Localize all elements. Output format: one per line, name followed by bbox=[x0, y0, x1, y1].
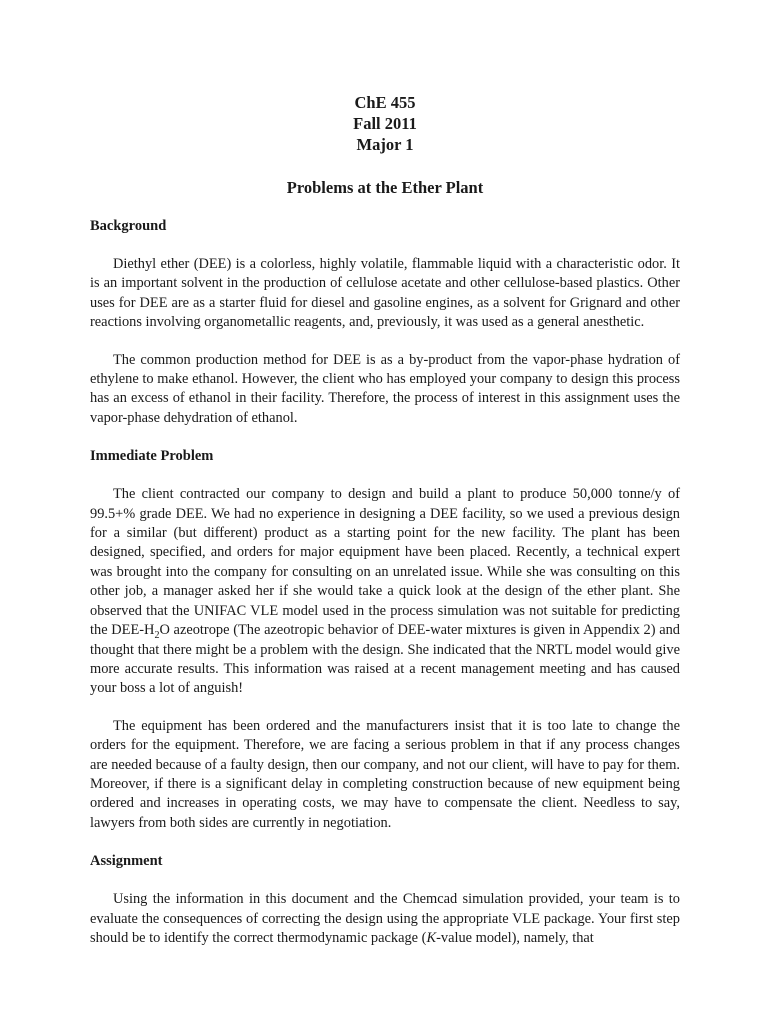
assignment-number: Major 1 bbox=[356, 135, 414, 154]
document-page bbox=[90, 92, 680, 966]
document-title: Problems at the Ether Plant bbox=[286, 178, 484, 197]
k-value-italic: K bbox=[426, 929, 437, 946]
section-heading-immediate-problem: Immediate Problem bbox=[90, 448, 214, 465]
background-paragraph-1: Diethyl ether (DEE) is a colorless, highly volatile, flammable liquid with a characteristic odor. It is an important solvent in the production of cellulose acetate and other cellulose-based plastics. Other uses for DEE are as a starter fluid for diesel and gasoline engines, as a solvent for Grignard and other reactions involving organometallic reagents, and, previously, it was used as a general anesthetic. bbox=[90, 256, 680, 331]
course-code: ChE 455 bbox=[354, 93, 416, 112]
course-term: Fall 2011 bbox=[353, 114, 417, 133]
section-heading-assignment: Assignment bbox=[90, 853, 163, 870]
assignment-text-a: Using the information in this document and the Chemcad simulation provided, your team is to evaluate the consequences of correcting the design using the appropriate VLE package. Your first step should be to identify the correct thermodynamic package ( bbox=[90, 891, 680, 946]
section-heading-background: Background bbox=[90, 218, 167, 234]
immediate-text-a: The client contracted our company to design and build a plant to produce 50,000 tonne/y of 99.5+% grade DEE. We had no experience in designing a DEE facility, so we used a previous design for a similar (but different) product as a starting point for the new facility. The plant has been designed, specified, and orders for major equipment have been placed. Recently, a technical expert was brought into the company for consulting on an unrelated issue. While she was consulting on this other job, a manager asked her if she would take a quick look at the design of the ether plant. She observed that the UNIFAC VLE model used in the process simulation was not suitable for predicting the DEE-H bbox=[90, 486, 680, 639]
immediate-problem-paragraph-1 bbox=[90, 485, 680, 698]
assignment-paragraph-1 bbox=[90, 890, 680, 948]
immediate-text-b: O azeotrope (The azeotropic behavior of DEE-water mixtures is given in Appendix 2) and thought that there might be a problem with the design. She indicated that the NRTL model would give more accurate results. This information was raised at a recent management meeting and has caused your boss a lot of anguish! bbox=[90, 622, 680, 697]
background-paragraph-2: The common production method for DEE is as a by-product from the vapor-phase hydration of ethylene to make ethanol. However, the client who has employed your company to design this process has an excess of ethanol in their facility. Therefore, the process of interest in this assignment uses the vapor-phase dehydration of ethanol. bbox=[90, 351, 680, 426]
course-heading bbox=[90, 92, 680, 155]
assignment-text-b: -value model), namely, that bbox=[436, 929, 594, 946]
subscript-2: 2 bbox=[154, 629, 160, 641]
immediate-problem-paragraph-2: The equipment has been ordered and the manufacturers insist that it is too late to change the orders for the equipment. Therefore, we are facing a serious problem in that if any process changes are needed because of a faulty design, then our company, and not our client, will have to pay for them. Moreover, if there is a significant delay in completing construction because of new equipment being ordered and increases in operating costs, we may have to compensate the client. Needless to say, lawyers from both sides are currently in negotiation. bbox=[90, 717, 680, 831]
